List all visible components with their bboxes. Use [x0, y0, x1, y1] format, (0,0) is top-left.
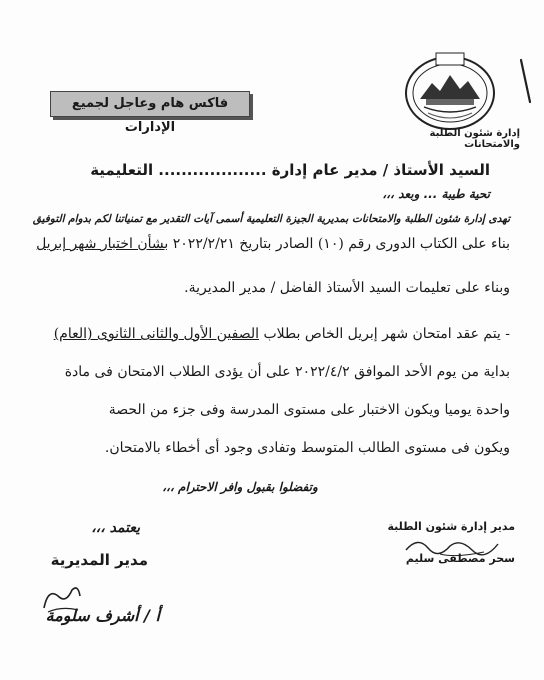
paragraph-instructions: وبناء على تعليمات السيد الأستاذ الفاضل / مدير المديرية. — [184, 280, 510, 296]
paragraph-exam — [40, 326, 510, 342]
approval-label: يعتمد ،،، — [91, 520, 140, 536]
exam-text: - يتم عقد امتحان شهر إبريل الخاص بطلاب — [259, 326, 510, 342]
paragraph-daily: واحدة يوميا ويكون الاختبار على مستوى المدرسة وفى جزء من الحصة — [108, 402, 510, 418]
paragraph-start-date: بداية من يوم الأحد الموافق ٢٠٢٢/٤/٢ على أن يؤدى الطلاب الامتحان فى مادة — [64, 364, 510, 380]
paragraph-reference — [36, 236, 510, 252]
pen-mark-icon — [518, 58, 534, 104]
closing-line: وتفضلوا بقبول وافر الاحترام ،،، — [162, 480, 318, 494]
salutation: السيد الأستاذ / مدير عام إدارة ................... التعليمية — [90, 161, 490, 179]
signer-right-name: سحر مصطفى سليم — [405, 552, 515, 565]
directorate-seal-icon — [402, 47, 498, 133]
department-name: إدارة شئون الطلبة والامتحانات — [429, 128, 520, 150]
intro-line: تهدى إدارة شئون الطلبة والامتحانات بمديرية الجيزة التعليمية أسمى آيات التقدير مع تمنياتنا لكم بدوام التوفيق — [32, 213, 510, 225]
exam-grades: الصفين الأول والثانى الثانوى (العام) — [53, 326, 260, 342]
director-title: مدير المديرية — [50, 551, 148, 569]
paragraph-level: ويكون فى مستوى الطالب المتوسط وتفادى وجود أى أخطاء بالامتحان. — [104, 440, 510, 456]
greeting: تحية طيبة ... وبعد ،،، — [382, 187, 490, 201]
reference-text: بناء على الكتاب الدورى رقم (١٠) الصادر بتاريخ ٢٠٢٢/٢/٢١ — [168, 236, 510, 252]
signer-right-title: مدير إدارة شئون الطلبة — [387, 520, 515, 533]
fax-label: فاكس هام وعاجل لجميع الإدارات — [50, 91, 250, 117]
reference-subject: بشأن اختبار شهر إبريل — [36, 236, 169, 252]
director-name: أ / أشرف سلومة — [45, 606, 160, 625]
